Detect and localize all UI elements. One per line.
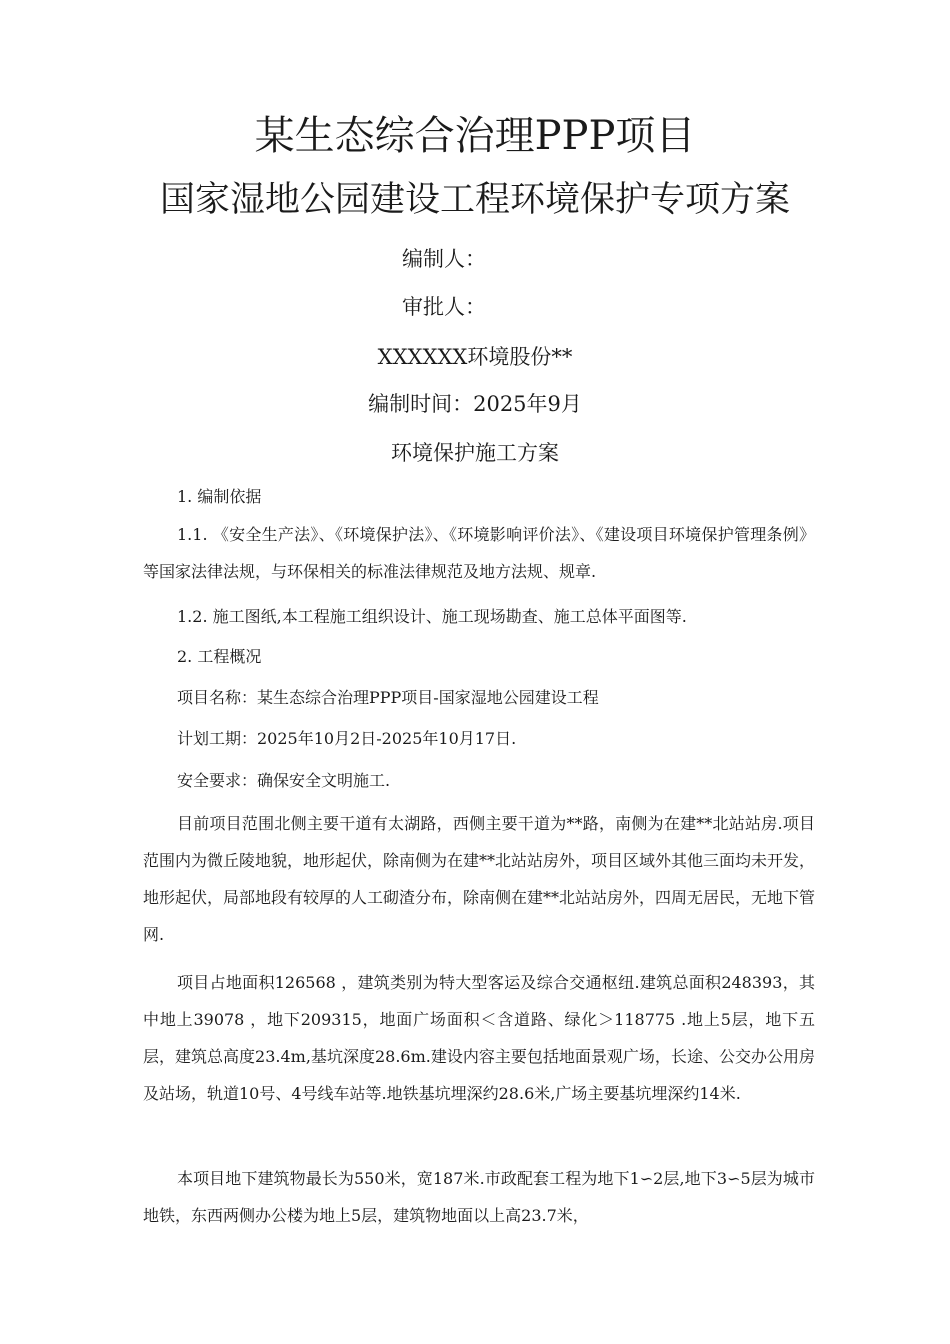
paragraph-site-description (143, 805, 815, 953)
heading-compile-basis (143, 478, 815, 515)
safety-requirement (143, 762, 815, 799)
editor-label: 编制人： (402, 247, 486, 271)
project-name (143, 679, 815, 716)
paragraph-building-dimensions (143, 1160, 815, 1234)
item-1-1 (143, 516, 815, 590)
heading-text: 1. 编制依据 (177, 487, 262, 506)
planned-period (143, 720, 815, 757)
heading-project-overview (143, 638, 815, 675)
section-title: 环境保护施工方案 (391, 441, 559, 465)
document-subtitle: 国家湿地公园建设工程环境保护专项方案 (159, 180, 790, 220)
document-title: 某生态综合治理PPP项目 (254, 113, 696, 159)
paragraph-text: 项目占地面积126568 ，建筑类别为特大型客运及综合交通枢纽.建筑总面积248393，其中地上39078 ，地下209315，地面广场面积＜含道路、绿化＞118775 .地上5层，地下五层，建筑总高度23.4m,基坑深度28.6m.建设内容主要包括地面景观广场，长途、公交办公用房及站场，轨道10号、4号线车站等.地铁基坑埋深约28.6米,广场主要基坑埋深约14米. (143, 973, 815, 1103)
planned-period-text: 计划工期：2025年10月2日-2025年10月17日. (177, 729, 517, 748)
paragraph-project-scale (143, 964, 815, 1112)
approver-label: 审批人： (402, 295, 486, 319)
item-1-2 (143, 598, 815, 635)
heading-text: 2. 工程概况 (177, 647, 262, 666)
safety-requirement-text: 安全要求：确保安全文明施工. (177, 771, 391, 790)
project-name-text: 项目名称：某生态综合治理PPP项目-国家湿地公园建设工程 (177, 688, 599, 707)
compile-date: 编制时间：2025年9月 (368, 392, 582, 416)
paragraph-text: 目前项目范围北侧主要干道有太湖路，西侧主要干道为**路，南侧为在建**北站站房.项目范围内为微丘陵地貌，地形起伏，除南侧为在建**北站站房外，项目区域外其他三面均未开发，地形起伏，局部地段有较厚的人工砌渣分布，除南侧在建**北站站房外，四周无居民，无地下管网. (143, 814, 816, 944)
item-text: 1.2. 施工图纸,本工程施工组织设计、施工现场勘查、施工总体平面图等. (177, 607, 687, 626)
company-name: XXXXXX环境股份** (377, 345, 573, 369)
item-text: 1.1. 《安全生产法》、《环境保护法》、《环境影响评价法》、《建设项目环境保护管理条例》等国家法律法规，与环保相关的标准法律规范及地方法规、规章. (143, 525, 815, 581)
paragraph-text: 本项目地下建筑物最长为550米，宽187米.市政配套工程为地下1∽2层,地下3∽5层为城市地铁，东西两侧办公楼为地上5层，建筑物地面以上高23.7米， (143, 1169, 815, 1225)
